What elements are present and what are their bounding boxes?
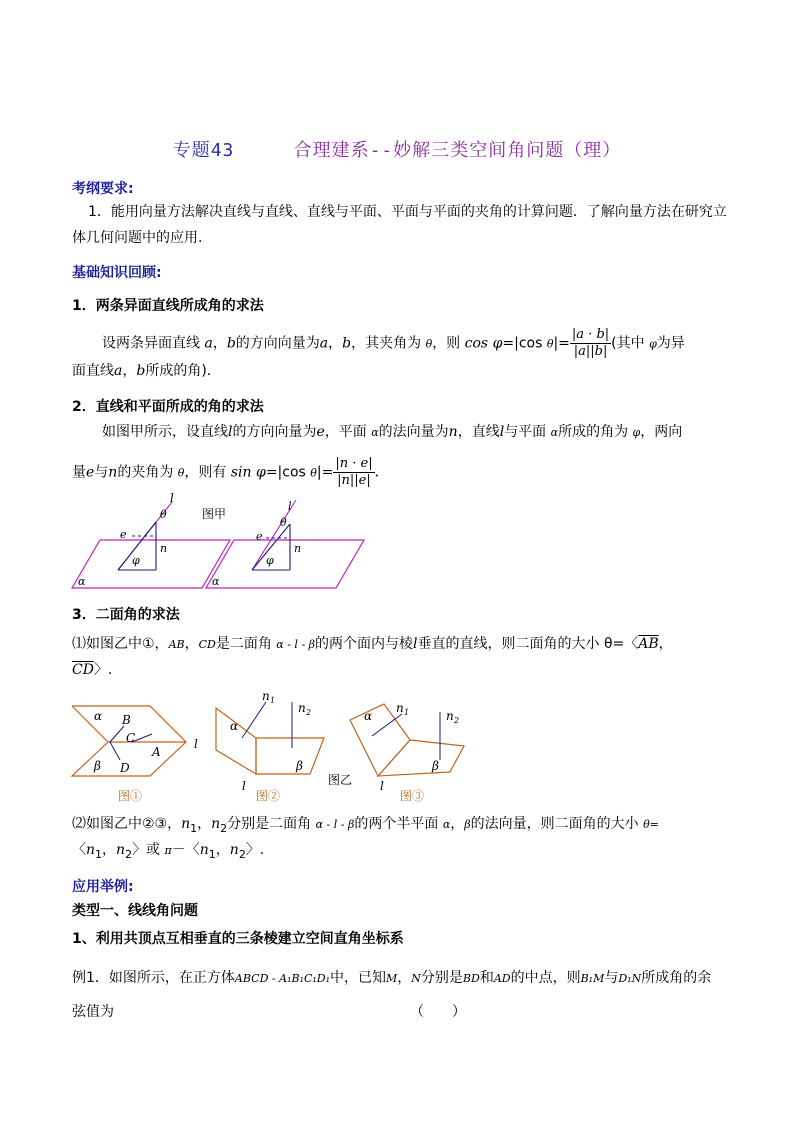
s1-text: (其中 — [611, 335, 645, 352]
s3-text: 的法向量，则二面角的大小 — [470, 816, 639, 832]
s2-heading: 2．直线和平面所成的角的求法 — [72, 399, 264, 415]
fig3-l: l — [380, 779, 384, 793]
fig1-D: D — [120, 761, 130, 775]
fig2-plane-beta — [256, 738, 324, 774]
s3-arc-AB: $\overline{AB}$ — [638, 636, 659, 652]
s2-text: 与 — [94, 464, 109, 481]
ex1-text: 的中点，则 — [510, 970, 581, 986]
s2-text: ，则有 — [184, 464, 227, 481]
s2-frac-den: |n||e| — [337, 473, 371, 488]
s1-text: 面直线 — [72, 363, 114, 379]
s3-var-CD: CD — [198, 638, 216, 651]
ex1-M: M — [386, 972, 398, 985]
s2-var-n: n — [448, 424, 458, 440]
s1-text: 设两条异面直线 — [102, 335, 200, 352]
s1-comma: ， — [328, 335, 343, 352]
s3-n1: n — [181, 816, 191, 832]
s1-paragraph-line2 — [72, 361, 221, 381]
s3-n1-sub: 1 — [95, 847, 103, 861]
fig3-plane-beta — [378, 740, 464, 776]
s1-var-a: a — [204, 335, 213, 352]
s3-dihedral: α - l - β — [276, 638, 316, 651]
fig-jia-n-right: n — [294, 542, 302, 555]
s2-frac-num: |n · e| — [335, 456, 373, 471]
example1-line1 — [72, 968, 711, 989]
s1-comma: ， — [122, 363, 137, 379]
fig2-n1 — [242, 702, 266, 738]
s3-arc-CD: $\overline{CD}$ — [72, 662, 94, 678]
s3-pi: π — [164, 844, 172, 857]
ex1-text: 例1．如图所示，在正方体 — [72, 970, 235, 986]
s3-n1: n — [86, 842, 96, 858]
s3-paragraph-line3 — [72, 814, 659, 839]
s1-text: 的方向向量为 — [235, 335, 320, 352]
ex1-D1N: D₁N — [618, 972, 642, 985]
s3-n2-sub: 2 — [125, 847, 133, 861]
s3-n2-sub: 2 — [220, 821, 228, 835]
s3-var-AB: AB — [168, 638, 185, 651]
s3-n1: n — [199, 842, 209, 858]
s3-text: ⑴如图乙中①， — [72, 636, 169, 652]
title-lead: 专题43 — [172, 140, 235, 161]
fig1-beta: β — [94, 759, 101, 773]
s1-var-b: b — [226, 335, 236, 352]
ex1-text: 分别是 — [420, 970, 463, 986]
jichu-heading: 基础知识回顾: — [72, 265, 162, 281]
s3-n2: n — [116, 842, 126, 858]
s1-var-a: a — [114, 363, 123, 379]
ex1-text: 与 — [604, 970, 619, 986]
s2-var-l: l — [228, 424, 233, 440]
kaogang-line1: 1．能用向量方法解决直线与直线、直线与平面、平面与平面的夹角的计算问题．了解向量方法在研究立 — [88, 204, 727, 220]
figure-jia — [66, 488, 386, 594]
fig-jia-l-right: l — [288, 500, 292, 513]
plane-left — [72, 540, 230, 588]
s3-text: ， — [658, 636, 673, 652]
fig1-BC — [110, 726, 124, 742]
s3-paragraph-line2 — [72, 660, 112, 680]
fig-jia-n-left: n — [160, 542, 168, 555]
s1-paragraph-line1 — [102, 327, 685, 360]
s2-paragraph-line2 — [72, 456, 389, 489]
fig3-alpha: α — [364, 709, 373, 723]
example1-line2: 弦值为 — [72, 1004, 114, 1020]
s3-text: θ=〈 — [603, 636, 639, 652]
page-title — [0, 136, 794, 162]
s3-text: 的两个半平面 — [354, 816, 439, 832]
s2-text: 如图甲所示，设直线 — [102, 424, 228, 440]
fig2-n1-label: n — [262, 690, 270, 703]
s1-comma: ， — [212, 335, 227, 352]
s1-heading: 1．两条异面直线所成角的求法 — [72, 298, 264, 314]
s2-var-e: e — [316, 424, 325, 440]
s1-text: 为异 — [656, 335, 685, 352]
ex1-cube: ABCD - A₁B₁C₁D₁ — [234, 972, 331, 985]
s1-text: =|cos — [502, 335, 543, 352]
fig-jia-phi-right: φ — [266, 554, 274, 567]
s3-n2-sub: 2 — [238, 847, 246, 861]
fig1-l: l — [194, 737, 198, 751]
plane-right — [206, 540, 364, 588]
s2-text: =|cos — [265, 464, 306, 481]
s3-text: 的两个面内与棱 — [315, 636, 414, 652]
s1-var-b: b — [342, 335, 352, 352]
s3-text: 〉或 — [132, 842, 161, 858]
fig3-beta: β — [432, 759, 439, 773]
s2-text: 的夹角为 — [117, 464, 174, 481]
s1-text: |= — [553, 335, 570, 352]
s2-var-n: n — [108, 464, 118, 481]
answer-blank[interactable]: （ ） — [410, 1004, 466, 1020]
fig3-n2-label: n — [446, 709, 454, 723]
ex1-AD: AD — [493, 972, 511, 985]
s3-comma: ， — [450, 816, 465, 832]
ex1-BD: BD — [462, 972, 480, 985]
s1-text: ，其夹角为 — [351, 335, 422, 352]
ex1-text: 中，已知 — [330, 970, 387, 986]
fig-jia-l-left: l — [170, 491, 174, 505]
s1-text: 所成的角)． — [145, 363, 221, 379]
s2-var-l: l — [499, 424, 505, 440]
s3-n2: n — [229, 842, 239, 858]
s2-text: ，平面 — [324, 424, 367, 440]
s3-beta: β — [464, 818, 471, 831]
s1-frac-num: |a · b| — [571, 327, 610, 342]
s3-text: 〈 — [72, 842, 86, 858]
s1-theta: θ — [425, 337, 433, 351]
fig-jia-alpha-right: α — [212, 575, 220, 588]
s2-text: 的法向量为 — [378, 424, 449, 440]
fig1-caption: 图① — [118, 789, 143, 803]
s3-heading: 3．二面角的求法 — [72, 607, 180, 623]
ex1-text: 所成角的余 — [641, 970, 712, 986]
s3-n1-sub: 1 — [190, 821, 198, 835]
s3-text: 〉. — [245, 842, 265, 858]
s1-var-a: a — [319, 335, 329, 352]
figure-yi — [66, 690, 486, 806]
fig1-B: B — [122, 713, 131, 727]
s2-text: 量 — [72, 464, 86, 481]
s3-comma: ， — [197, 816, 212, 832]
fig-jia-e-left: e — [120, 528, 127, 541]
fig2-l: l — [242, 779, 246, 793]
s3-comma: ， — [215, 842, 230, 858]
fig2-n1-sub: 1 — [270, 696, 276, 705]
fig-jia-alpha-left: α — [78, 575, 86, 588]
s2-theta: θ — [310, 466, 317, 480]
s1-frac-den: |a||b| — [573, 344, 608, 359]
fig3-n2-sub: 2 — [454, 716, 460, 725]
s2-text: ，两向 — [640, 424, 683, 440]
s1-phi: φ — [492, 335, 503, 352]
s2-phi: φ — [632, 426, 641, 439]
fig1-CD — [110, 742, 120, 760]
fig1-C: C — [126, 731, 136, 745]
s1-phi: φ — [649, 337, 657, 351]
fig-jia-label: 图甲 — [202, 507, 227, 521]
kaogang-heading: 考纲要求: — [72, 181, 134, 197]
ex1-B1M: B₁M — [580, 972, 605, 985]
fig2-n2-label: n — [298, 701, 306, 715]
s1-cos: cos — [464, 335, 489, 352]
s3-n2: n — [211, 816, 221, 832]
s3-comma: ， — [102, 842, 117, 858]
s3-alpha: α — [442, 818, 451, 831]
s1-theta: θ — [546, 337, 554, 351]
sub1-heading: 1、利用共顶点互相垂直的三条棱建立空间直角坐标系 — [72, 931, 404, 947]
s1-fraction — [570, 327, 611, 360]
s2-text: |= — [316, 464, 334, 481]
fig-jia-theta-right: θ — [280, 516, 287, 529]
fig2-caption: 图② — [256, 789, 281, 803]
s3-comma: ， — [184, 636, 199, 652]
fig-jia-e-right: e — [256, 530, 263, 543]
s3-n1-sub: 1 — [208, 847, 216, 861]
s3-text: 〉. — [93, 662, 113, 678]
s3-paragraph-line1 — [72, 634, 673, 655]
s1-var-b: b — [136, 363, 146, 379]
fig2-beta: β — [296, 759, 303, 773]
s2-fraction — [333, 456, 374, 489]
ex1-comma: ， — [397, 970, 412, 986]
fig3-n1-sub: 1 — [404, 708, 410, 717]
ex1-text: 和 — [479, 970, 494, 986]
s2-sin: sin — [230, 464, 252, 481]
s2-text: 的方向向量为 — [232, 424, 317, 440]
s2-phi: φ — [256, 464, 266, 481]
kaogang-line2: 体几何问题中的应用. — [72, 230, 203, 246]
fig-yi-label: 图乙 — [328, 773, 353, 787]
s3-text: 是二面角 — [215, 636, 272, 652]
s3-theta-eq: θ= — [643, 818, 659, 831]
fig2-alpha: α — [230, 719, 239, 733]
fig-jia-phi-left: φ — [132, 554, 140, 567]
s2-text: ． — [374, 464, 389, 481]
fig3-n1 — [372, 714, 402, 736]
s2-alpha: α — [371, 426, 379, 439]
fig3-n1-label: n — [396, 701, 404, 715]
ex1-N: N — [411, 972, 421, 985]
title-rest: 合理建系--妙解三类空间角问题（理） — [293, 140, 622, 161]
s1-text: ，则 — [432, 335, 461, 352]
s2-text: 所成的角为 — [558, 424, 629, 440]
s2-paragraph-line1 — [102, 422, 682, 443]
s3-dihedral: α - l - β — [315, 818, 355, 831]
fig3-caption: 图③ — [400, 789, 425, 803]
fig1-A: A — [152, 745, 161, 759]
s3-text: ⑵如图乙中②③， — [72, 816, 182, 832]
fig1-alpha: α — [94, 709, 103, 723]
s2-text: ，直线 — [457, 424, 500, 440]
s3-text: 垂直的直线，则二面角的大小 — [417, 636, 600, 652]
s3-text: －〈 — [171, 842, 200, 858]
yingyong-heading: 应用举例: — [72, 879, 134, 895]
fig2-plane-alpha — [216, 708, 256, 774]
s3-var-l: l — [413, 636, 418, 652]
s2-alpha: α — [550, 426, 559, 439]
fig2-n2-sub: 2 — [306, 708, 312, 717]
s2-var-e: e — [86, 464, 95, 481]
s3-paragraph-line4 — [72, 840, 264, 865]
fig-jia-theta-left: θ — [160, 508, 167, 521]
s3-text: 分别是二面角 — [227, 816, 312, 832]
type1-heading: 类型一、线线角问题 — [72, 903, 198, 919]
s2-theta: θ — [177, 466, 185, 480]
s2-text: 与平面 — [504, 424, 547, 440]
